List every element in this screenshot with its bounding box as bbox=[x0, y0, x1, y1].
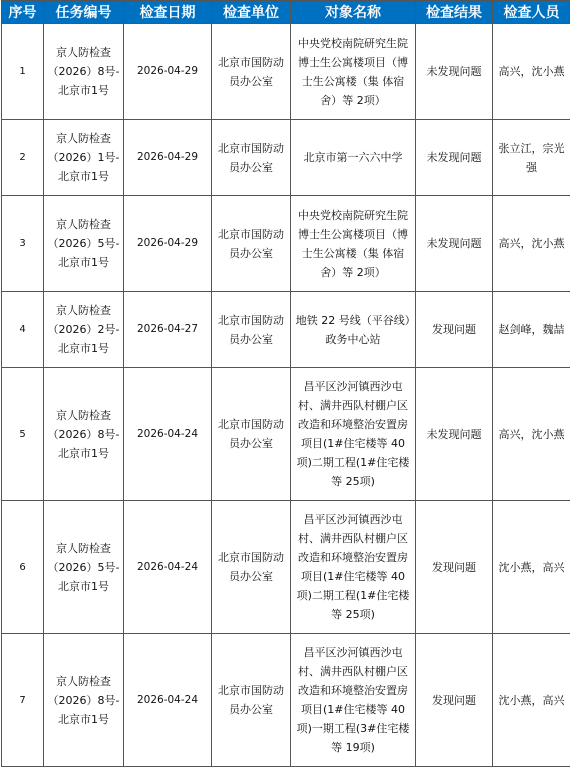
cell-date: 2026-04-29 bbox=[124, 24, 212, 120]
cell-unit: 北京市国防动员办公室 bbox=[212, 501, 291, 634]
cell-object: 中央党校南院研究生院博士生公寓楼项目（博士生公寓楼（集 体宿舍）等 2项） bbox=[291, 196, 416, 292]
cell-inspectors: 沈小燕，高兴 bbox=[493, 634, 570, 767]
cell-date: 2026-04-24 bbox=[124, 634, 212, 767]
header-index: 序号 bbox=[2, 1, 44, 24]
cell-task-number: 京人防检查（2026）2号-北京市1号 bbox=[44, 292, 124, 368]
cell-object: 地铁 22 号线（平谷线）政务中心站 bbox=[291, 292, 416, 368]
table-row bbox=[2, 24, 570, 120]
cell-object: 北京市第一六六中学 bbox=[291, 120, 416, 196]
cell-task-number: 京人防检查（2026）1号-北京市1号 bbox=[44, 120, 124, 196]
cell-unit: 北京市国防动员办公室 bbox=[212, 368, 291, 501]
table-header-row bbox=[2, 1, 570, 24]
cell-task-number: 京人防检查（2026）8号-北京市1号 bbox=[44, 24, 124, 120]
table-row bbox=[2, 120, 570, 196]
cell-unit: 北京市国防动员办公室 bbox=[212, 634, 291, 767]
cell-object: 中央党校南院研究生院博士生公寓楼项目（博士生公寓楼（集 体宿舍）等 2项） bbox=[291, 24, 416, 120]
cell-result: 发现问题 bbox=[416, 501, 493, 634]
cell-date: 2026-04-29 bbox=[124, 196, 212, 292]
table-row bbox=[2, 292, 570, 368]
cell-task-number: 京人防检查（2026）8号-北京市1号 bbox=[44, 634, 124, 767]
cell-inspectors: 赵剑峰，魏喆 bbox=[493, 292, 570, 368]
header-task-number: 任务编号 bbox=[44, 1, 124, 24]
cell-date: 2026-04-24 bbox=[124, 368, 212, 501]
header-inspection-date: 检查日期 bbox=[124, 1, 212, 24]
header-inspection-unit: 检查单位 bbox=[212, 1, 291, 24]
cell-result: 发现问题 bbox=[416, 292, 493, 368]
cell-result: 未发现问题 bbox=[416, 120, 493, 196]
cell-object: 昌平区沙河镇西沙屯村、满井西队村棚户区改造和环境整治安置房项目(1#住宅楼等 40项)二期工程(1#住宅楼等 25项) bbox=[291, 501, 416, 634]
cell-unit: 北京市国防动员办公室 bbox=[212, 120, 291, 196]
cell-index: 5 bbox=[2, 368, 44, 501]
cell-inspectors: 沈小燕，高兴 bbox=[493, 501, 570, 634]
table-row bbox=[2, 501, 570, 634]
cell-index: 3 bbox=[2, 196, 44, 292]
cell-result: 未发现问题 bbox=[416, 24, 493, 120]
cell-date: 2026-04-29 bbox=[124, 120, 212, 196]
cell-index: 6 bbox=[2, 501, 44, 634]
cell-inspectors: 张立江，宗光强 bbox=[493, 120, 570, 196]
table-row bbox=[2, 368, 570, 501]
cell-date: 2026-04-27 bbox=[124, 292, 212, 368]
cell-inspectors: 高兴，沈小燕 bbox=[493, 24, 570, 120]
cell-object: 昌平区沙河镇西沙屯村、满井西队村棚户区改造和环境整治安置房项目(1#住宅楼等 40项)二期工程(1#住宅楼等 25项) bbox=[291, 368, 416, 501]
cell-result: 未发现问题 bbox=[416, 196, 493, 292]
cell-unit: 北京市国防动员办公室 bbox=[212, 24, 291, 120]
header-inspectors: 检查人员 bbox=[493, 1, 570, 24]
cell-index: 7 bbox=[2, 634, 44, 767]
table-row bbox=[2, 634, 570, 767]
header-inspection-result: 检查结果 bbox=[416, 1, 493, 24]
header-object-name: 对象名称 bbox=[291, 1, 416, 24]
inspection-table bbox=[1, 0, 570, 767]
cell-unit: 北京市国防动员办公室 bbox=[212, 196, 291, 292]
cell-index: 1 bbox=[2, 24, 44, 120]
table-row bbox=[2, 196, 570, 292]
cell-index: 4 bbox=[2, 292, 44, 368]
cell-date: 2026-04-24 bbox=[124, 501, 212, 634]
cell-result: 发现问题 bbox=[416, 634, 493, 767]
cell-inspectors: 高兴，沈小燕 bbox=[493, 368, 570, 501]
cell-result: 未发现问题 bbox=[416, 368, 493, 501]
cell-task-number: 京人防检查（2026）5号-北京市1号 bbox=[44, 196, 124, 292]
cell-object: 昌平区沙河镇西沙屯村、满井西队村棚户区改造和环境整治安置房项目(1#住宅楼等 40项)一期工程(3#住宅楼等 19项) bbox=[291, 634, 416, 767]
cell-task-number: 京人防检查（2026）8号-北京市1号 bbox=[44, 368, 124, 501]
cell-inspectors: 高兴，沈小燕 bbox=[493, 196, 570, 292]
cell-unit: 北京市国防动员办公室 bbox=[212, 292, 291, 368]
cell-task-number: 京人防检查（2026）5号-北京市1号 bbox=[44, 501, 124, 634]
cell-index: 2 bbox=[2, 120, 44, 196]
